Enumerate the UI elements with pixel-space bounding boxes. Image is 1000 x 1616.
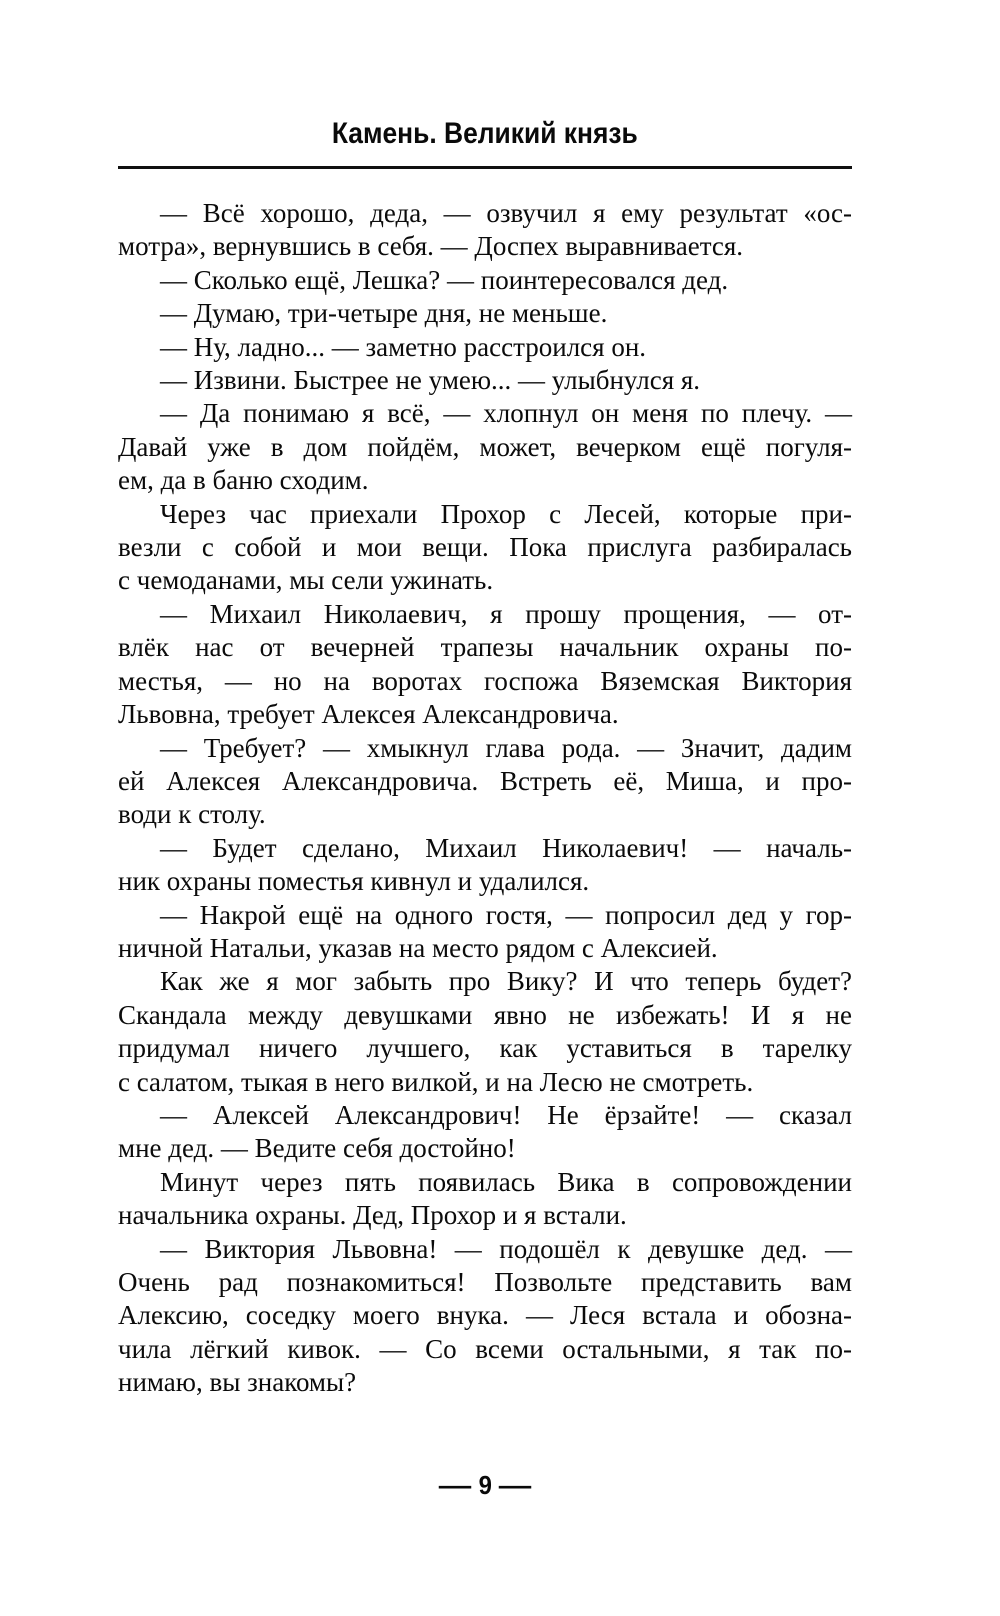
text-line: Минут через пять появилась Вика в сопровождении [160,1166,852,1197]
paragraph [118,397,852,497]
paragraph [118,732,852,832]
text-line: местья, — но на воротах госпожа Вяземская Виктория [118,665,852,696]
text-line: Давай уже в дом пойдём, может, вечерком ещё погуля- [118,431,852,462]
footer-left-dash: — [438,1470,472,1500]
text-line: — Думаю, три-четыре дня, не меньше. [160,298,608,329]
paragraph [118,1233,852,1400]
paragraph [118,965,852,1099]
text-line: Скандала между девушками явно не избежать! И я не [118,999,852,1030]
paragraph [118,1166,852,1233]
paragraph [118,364,852,397]
paragraph [118,264,852,297]
text-line: — Виктория Львовна! — подошёл к девушке дед. — [160,1233,852,1264]
text-line: — Извини. Быстрее не умею... — улыбнулся я. [160,365,701,396]
page-footer [118,1470,852,1501]
text-line: с салатом, тыкая в него вилкой, и на Лесю не смотреть. [118,1066,754,1097]
text-line: Очень рад познакомиться! Позвольте представить вам [118,1267,852,1297]
text-line: — Сколько ещё, Лешка? — поинтересовался дед. [160,264,729,295]
running-header [118,117,852,156]
page-text [118,197,852,1400]
text-line: ем, да в баню сходим. [118,465,369,496]
text-line: нимаю, вы знакомы? [118,1367,357,1398]
paragraph [118,197,852,264]
text-line: ник охраны поместья кивнул и удалился. [118,866,590,897]
text-line: влёк нас от вечерней трапезы начальник охраны по- [118,632,852,663]
text-line: — Накрой ещё на одного гостя, — попросил дед у гор- [160,899,852,930]
text-line: с чемоданами, мы сели ужинать. [118,565,494,596]
text-line: — Алексей Александрович! Не ёрзайте! — сказал [160,1099,852,1130]
text-line: — Михаил Николаевич, я прошу прощения, — от- [160,598,852,629]
footer-right-dash: — [498,1470,532,1500]
book-title: Камень. Великий князь [332,117,638,150]
text-line: Как же я мог забыть про Вику? И что теперь будет? [160,966,852,997]
text-line: Алексию, соседку моего внука. — Леся встала и обозна- [118,1300,852,1331]
text-line: начальника охраны. Дед, Прохор и я встали. [118,1200,627,1231]
text-line: везли с собой и мои вещи. Пока прислуга разбиралась [118,532,852,563]
paragraph [118,297,852,330]
header-rule [118,166,852,169]
text-line: ей Алексея Александровича. Встреть её, Миша, и про- [118,765,852,796]
text-line: ничной Натальи, указав на место рядом с Алексией. [118,932,718,963]
text-line: мотра», вернувшись в себя. — Доспех выравнивается. [118,231,743,262]
text-line: Львовна, требует Алексея Александровича. [118,699,619,730]
paragraph [118,498,852,598]
text-line: — Да понимаю я всё, — хлопнул он меня по плечу. — [160,398,852,429]
text-line: води к столу. [118,799,266,830]
paragraph [118,331,852,364]
text-line: придумал ничего лучшего, как уставиться в тарелку [118,1033,852,1064]
text-line: — Всё хорошо, деда, — озвучил я ему результат «ос- [160,198,852,228]
paragraph [118,1099,852,1166]
text-line: Через час приехали Прохор с Лесей, которые при- [160,498,852,529]
text-line: чила лёгкий кивок. — Со всеми остальными, я так по- [118,1333,852,1364]
text-line: — Будет сделано, Михаил Николаевич! — началь- [160,832,852,863]
text-line: — Требует? — хмыкнул глава рода. — Значит, дадим [160,732,852,763]
paragraph [118,598,852,732]
text-line: — Ну, ладно... — заметно расстроился он. [160,331,647,362]
page-number: 9 [478,1470,492,1500]
paragraph [118,832,852,899]
paragraph [118,899,852,966]
text-line: мне дед. — Ведите себя достойно! [118,1133,516,1164]
